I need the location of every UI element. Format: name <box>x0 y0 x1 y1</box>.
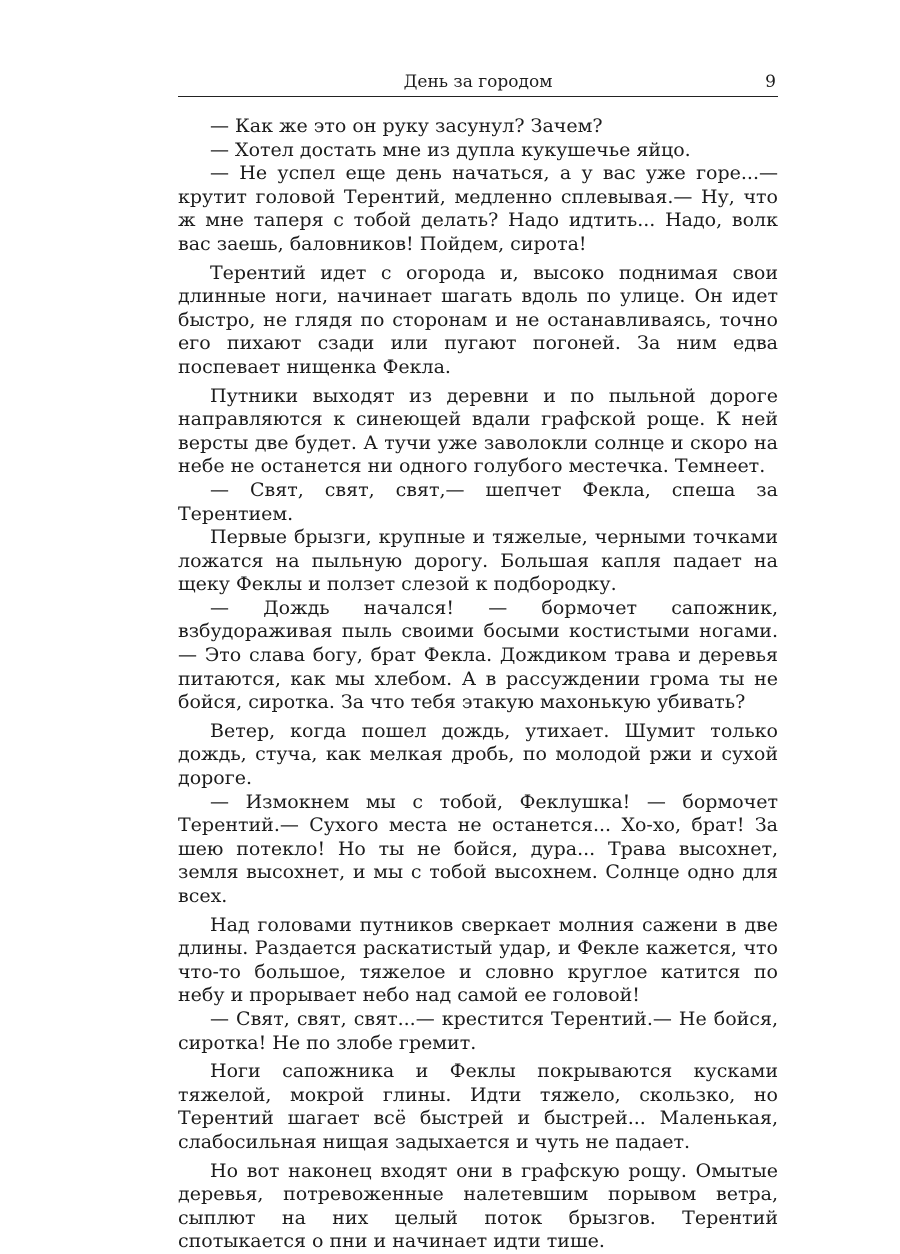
running-title: День за городом <box>403 72 553 92</box>
paragraph: Над головами путников сверкает молния сажени в две длины. Раздается раскатистый удар, и Фекле кажется, что что-то большое, тяжелое и словно круглое катится по небу и прорывает небо над самой ее головой! <box>178 913 778 1007</box>
paragraph: — Хотел достать мне из дупла кукушечье яйцо. <box>210 138 691 161</box>
paragraph: Ноги сапожника и Феклы покрываются кусками тяжелой, мокрой глины. Идти тяжело, скользко, но Терентий шагает всё быстрей и быстрей... Маленькая, слабосильная нищая задыхается и чуть не падает. <box>178 1060 778 1153</box>
paragraph: — Свят, свят, свят,— шепчет Фекла, спеша за Терентием. <box>178 478 778 525</box>
book-page <box>178 64 778 1254</box>
paragraph: — Свят, свят, свят...— крестится Терентий.— Не бойся, сиротка! Не по злобе гремит. <box>178 1007 778 1054</box>
paragraph: Но вот наконец входят они в графскую рощу. Омытые деревья, потревоженные налетевшим порывом ветра, сыплют на них целый поток брызгов. Терентий спотыкается о пни и начинает идти тише. <box>178 1159 778 1253</box>
paragraph: — Как же это он руку засунул? Зачем? <box>210 115 603 137</box>
body-text <box>178 115 778 1254</box>
page-number: 9 <box>765 72 776 92</box>
paragraph: Путники выходят из деревни и по пыльной дороге направляются к синеющей вдали графской роще. К ней версты две будет. А тучи уже заволокли солнце и скоро на небе не останется ни одного голубого местечка. Темнеет. <box>178 384 778 478</box>
paragraph: — Не успел еще день начаться, а у вас уже горе...— крутит головой Терентий, медленно сплевывая.— Ну, что ж мне таперя с тобой делать? Надо идтить... Надо, волк вас заешь, баловников! Пойдем, сирота! <box>178 162 778 255</box>
paragraph: — Измокнем мы с тобой, Феклушка! — бормочет Терентий.— Сухого места не останется... Хо-хо, брат! За шею потекло! Но ты не бойся, дура... Трава высохнет, земля высохнет, и мы с тобой высохнем. Солнце одно для всех. <box>178 790 778 907</box>
running-header <box>178 64 778 97</box>
paragraph: Ветер, когда пошел дождь, утихает. Шумит только дождь, стуча, как мелкая дробь, по молодой ржи и сухой дороге. <box>178 719 778 790</box>
paragraph: — Дождь начался! — бормочет сапожник, взбудораживая пыль своими босыми костистыми ногами.— Это слава богу, брат Фекла. Дождиком трава и деревья питаются, как мы хлебом. А в рассуждении грома ты не бойся, сиротка. За что тебя этакую махонькую убивать? <box>178 596 778 714</box>
paragraph: Первые брызги, крупные и тяжелые, черными точками ложатся на пыльную дорогу. Большая капля падает на щеку Феклы и ползет слезой к подбородку. <box>178 526 778 596</box>
paragraph: Терентий идет с огорода и, высоко поднимая свои длинные ноги, начинает шагать вдоль по улице. Он идет быстро, не глядя по сторонам и не останавливаясь, точно его пихают сзади или пугают погоней. За ним едва поспевает нищенка Фекла. <box>178 261 778 378</box>
